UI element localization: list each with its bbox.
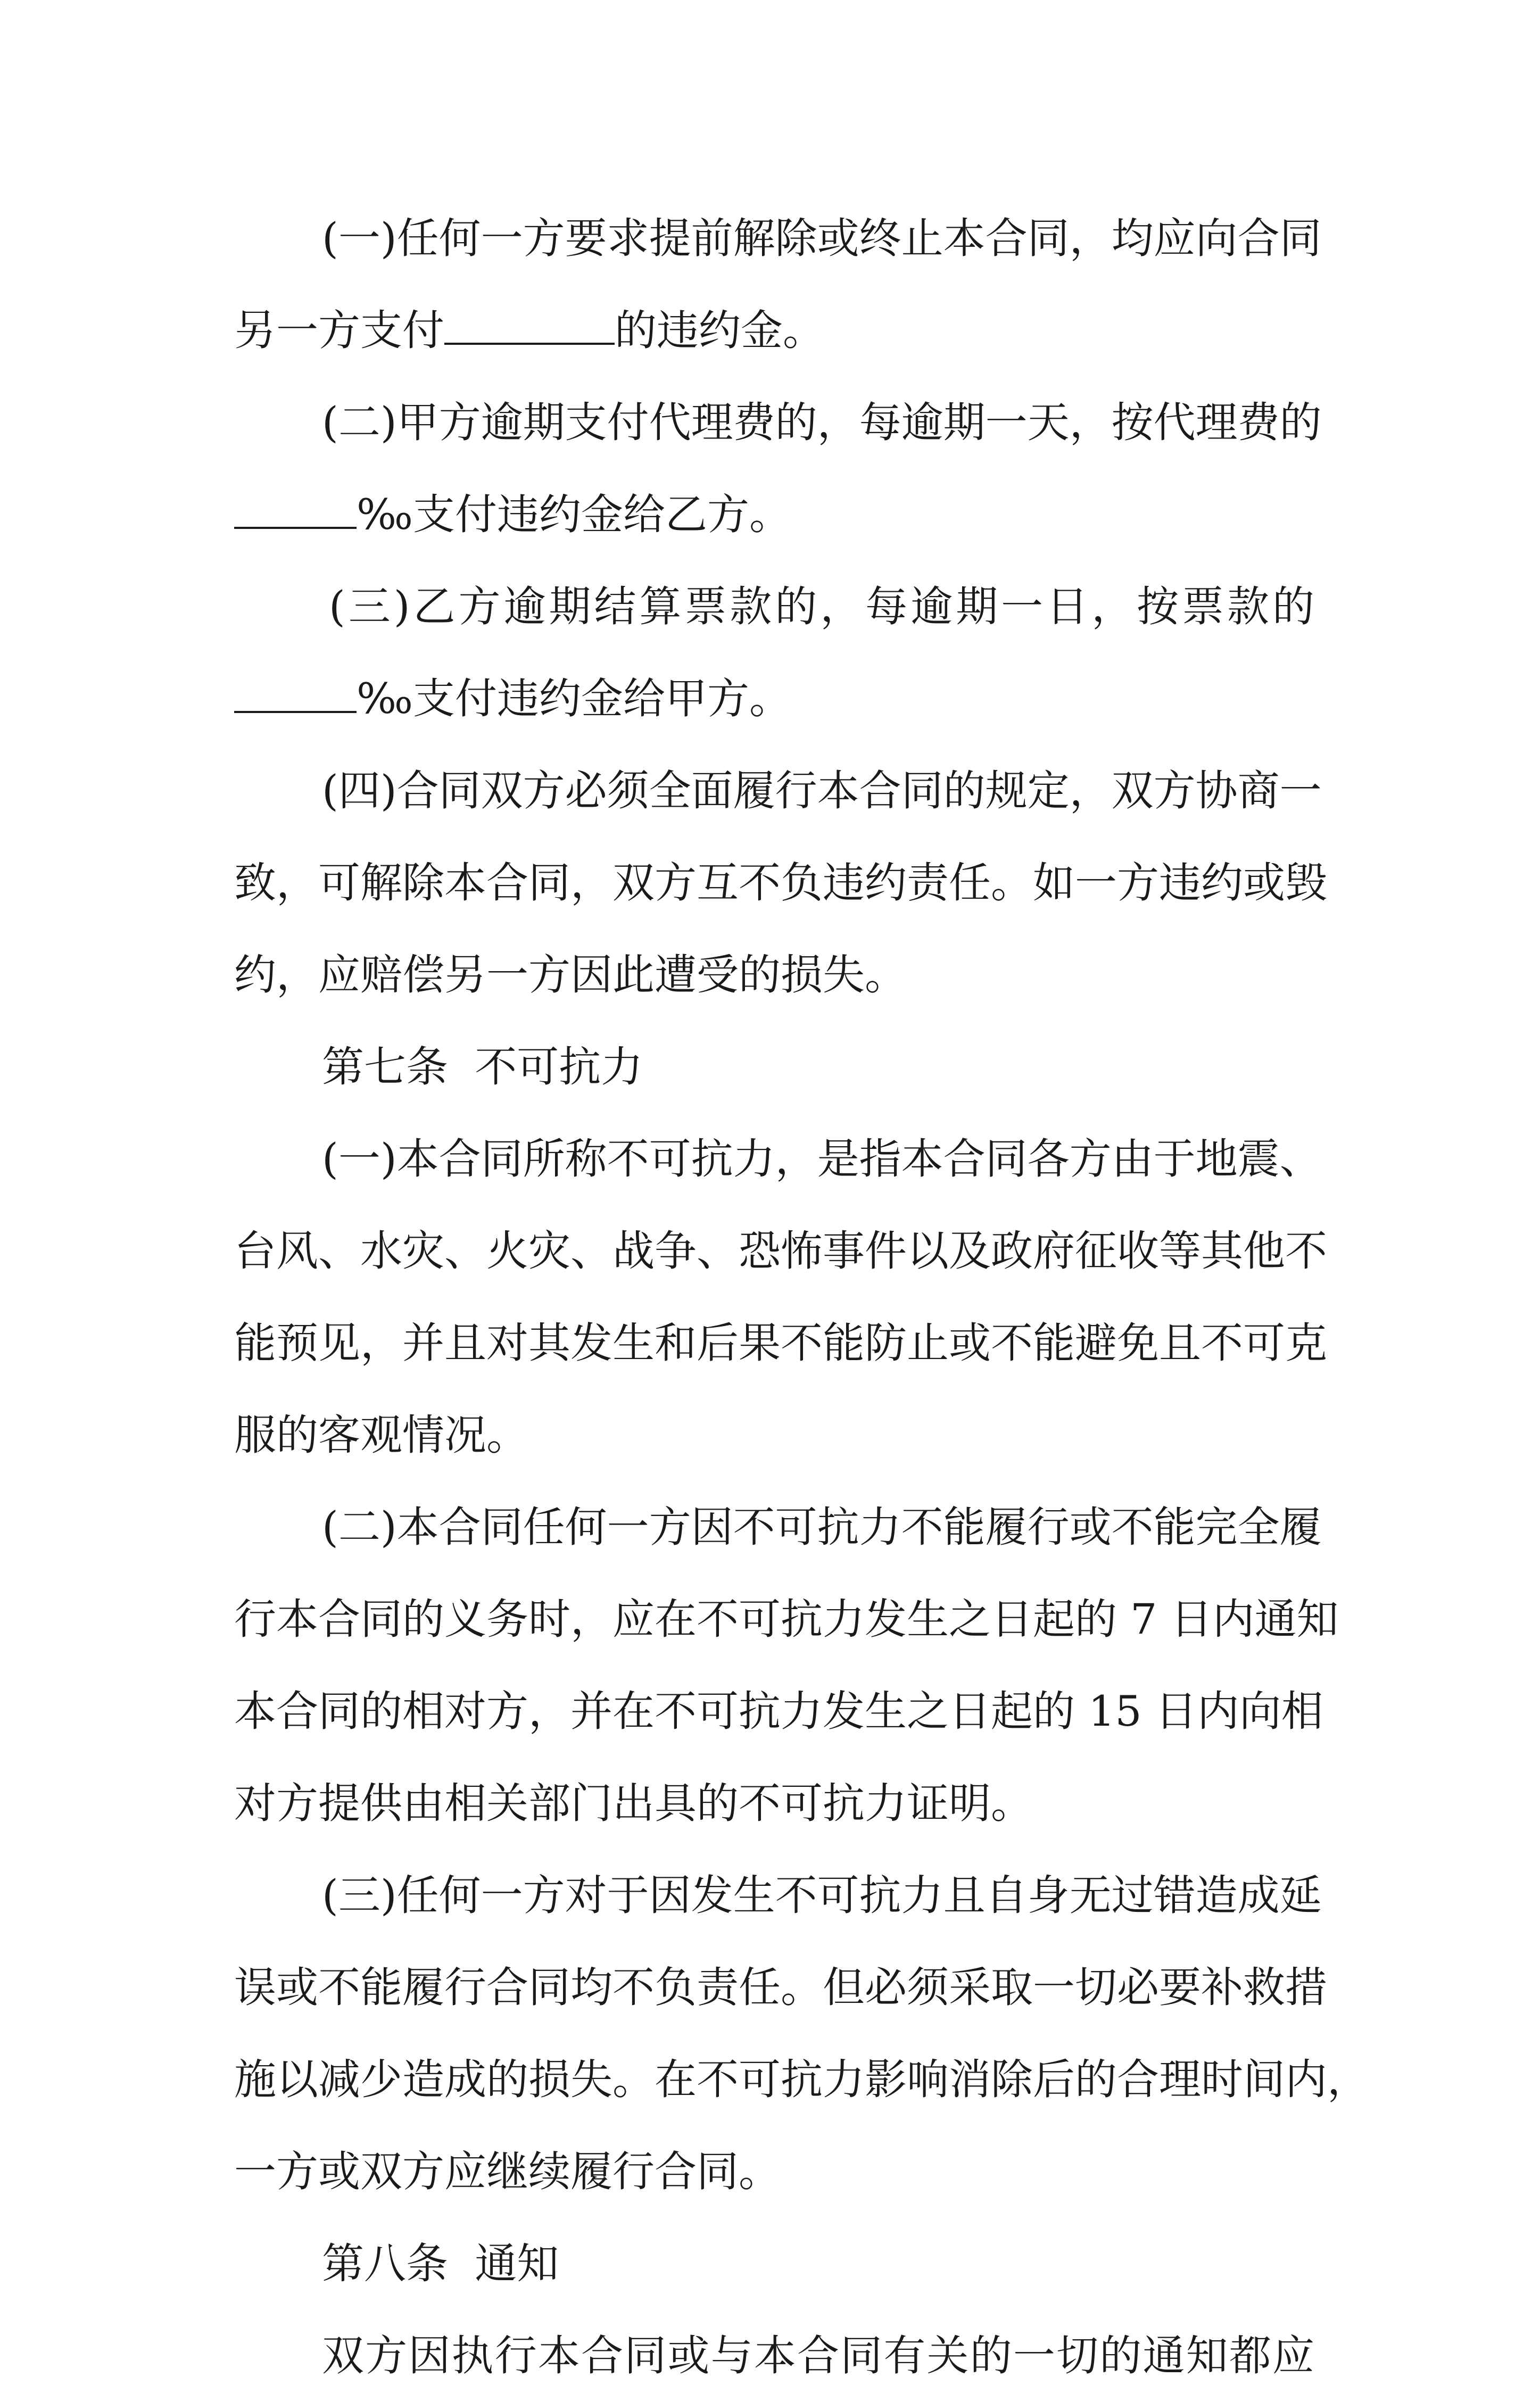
penalty-amount-blank — [444, 311, 615, 345]
clause-7-1-line-1: (一)本合同所称不可抗力，是指本合同各方由于地震、 — [322, 1134, 1322, 1183]
clause-6-1-line-2 — [234, 285, 1314, 377]
clause-6-2-text-after-blank: ‰支付违约金给乙方。 — [357, 490, 792, 539]
clause-7-1-line-4: 服的客观情况。 — [234, 1411, 528, 1460]
clause-6-3-line-2 — [234, 653, 1314, 745]
clause-7-3-line-1: (三)任何一方对于因发生不可抗力且自身无过错造成延 — [322, 1871, 1322, 1920]
clause-6-1-line-1: (一)任何一方要求提前解除或终止本合同，均应向合同 — [322, 214, 1322, 263]
ticket-rate-blank — [234, 679, 357, 713]
agency-fee-rate-blank — [234, 495, 357, 529]
article-8-line-1: 双方因执行本合同或与本合同有关的一切的通知都应 — [322, 2331, 1314, 2380]
clause-6-4-line-2: 致，可解除本合同，双方互不负违约责任。如一方违约或毁 — [234, 858, 1327, 907]
clause-6-1-text-after-blank: 的违约金。 — [615, 306, 825, 355]
clause-6-1-text-before-blank: 另一方支付 — [234, 306, 444, 355]
clause-6-2-line-2 — [234, 469, 1314, 561]
contract-text — [234, 193, 1369, 2402]
clause-7-2-line-3: 本合同的相对方，并在不可抗力发生之日起的 15 日内向相 — [234, 1687, 1323, 1736]
clause-7-3-line-3: 施以减少造成的损失。在不可抗力影响消除后的合理时间内， — [234, 2055, 1369, 2104]
clause-7-1-line-2: 台风、水灾、火灾、战争、恐怖事件以及政府征收等其他不 — [234, 1227, 1327, 1275]
clause-6-4-line-3: 约，应赔偿另一方因此遭受的损失。 — [234, 950, 907, 999]
clause-7-3-line-2: 误或不能履行合同均不负责任。但必须采取一切必要补救措 — [234, 1963, 1327, 2012]
clause-6-3-line-1: (三)乙方逾期结算票款的，每逾期一日，按票款的 — [329, 582, 1314, 631]
article-8-heading: 第八条 通知 — [322, 2239, 559, 2288]
clause-7-1-line-3: 能预见，并且对其发生和后果不能防止或不能避免且不可克 — [234, 1319, 1327, 1368]
clause-7-2-line-2: 行本合同的义务时，应在不可抗力发生之日起的 7 日内通知 — [234, 1595, 1339, 1644]
clause-7-2-line-4: 对方提供由相关部门出具的不可抗力证明。 — [234, 1779, 1033, 1828]
clause-7-3-line-4: 一方或双方应继续履行合同。 — [234, 2147, 781, 2196]
clause-6-3-text-after-blank: ‰支付违约金给甲方。 — [357, 674, 792, 723]
clause-6-4-line-1: (四)合同双方必须全面履行本合同的规定，双方协商一 — [322, 766, 1322, 815]
clause-6-2-line-1: (二)甲方逾期支付代理费的，每逾期一天，按代理费的 — [322, 398, 1322, 447]
clause-7-2-line-1: (二)本合同任何一方因不可抗力不能履行或不能完全履 — [322, 1503, 1322, 1552]
article-7-heading: 第七条 不可抗力 — [322, 1042, 643, 1091]
